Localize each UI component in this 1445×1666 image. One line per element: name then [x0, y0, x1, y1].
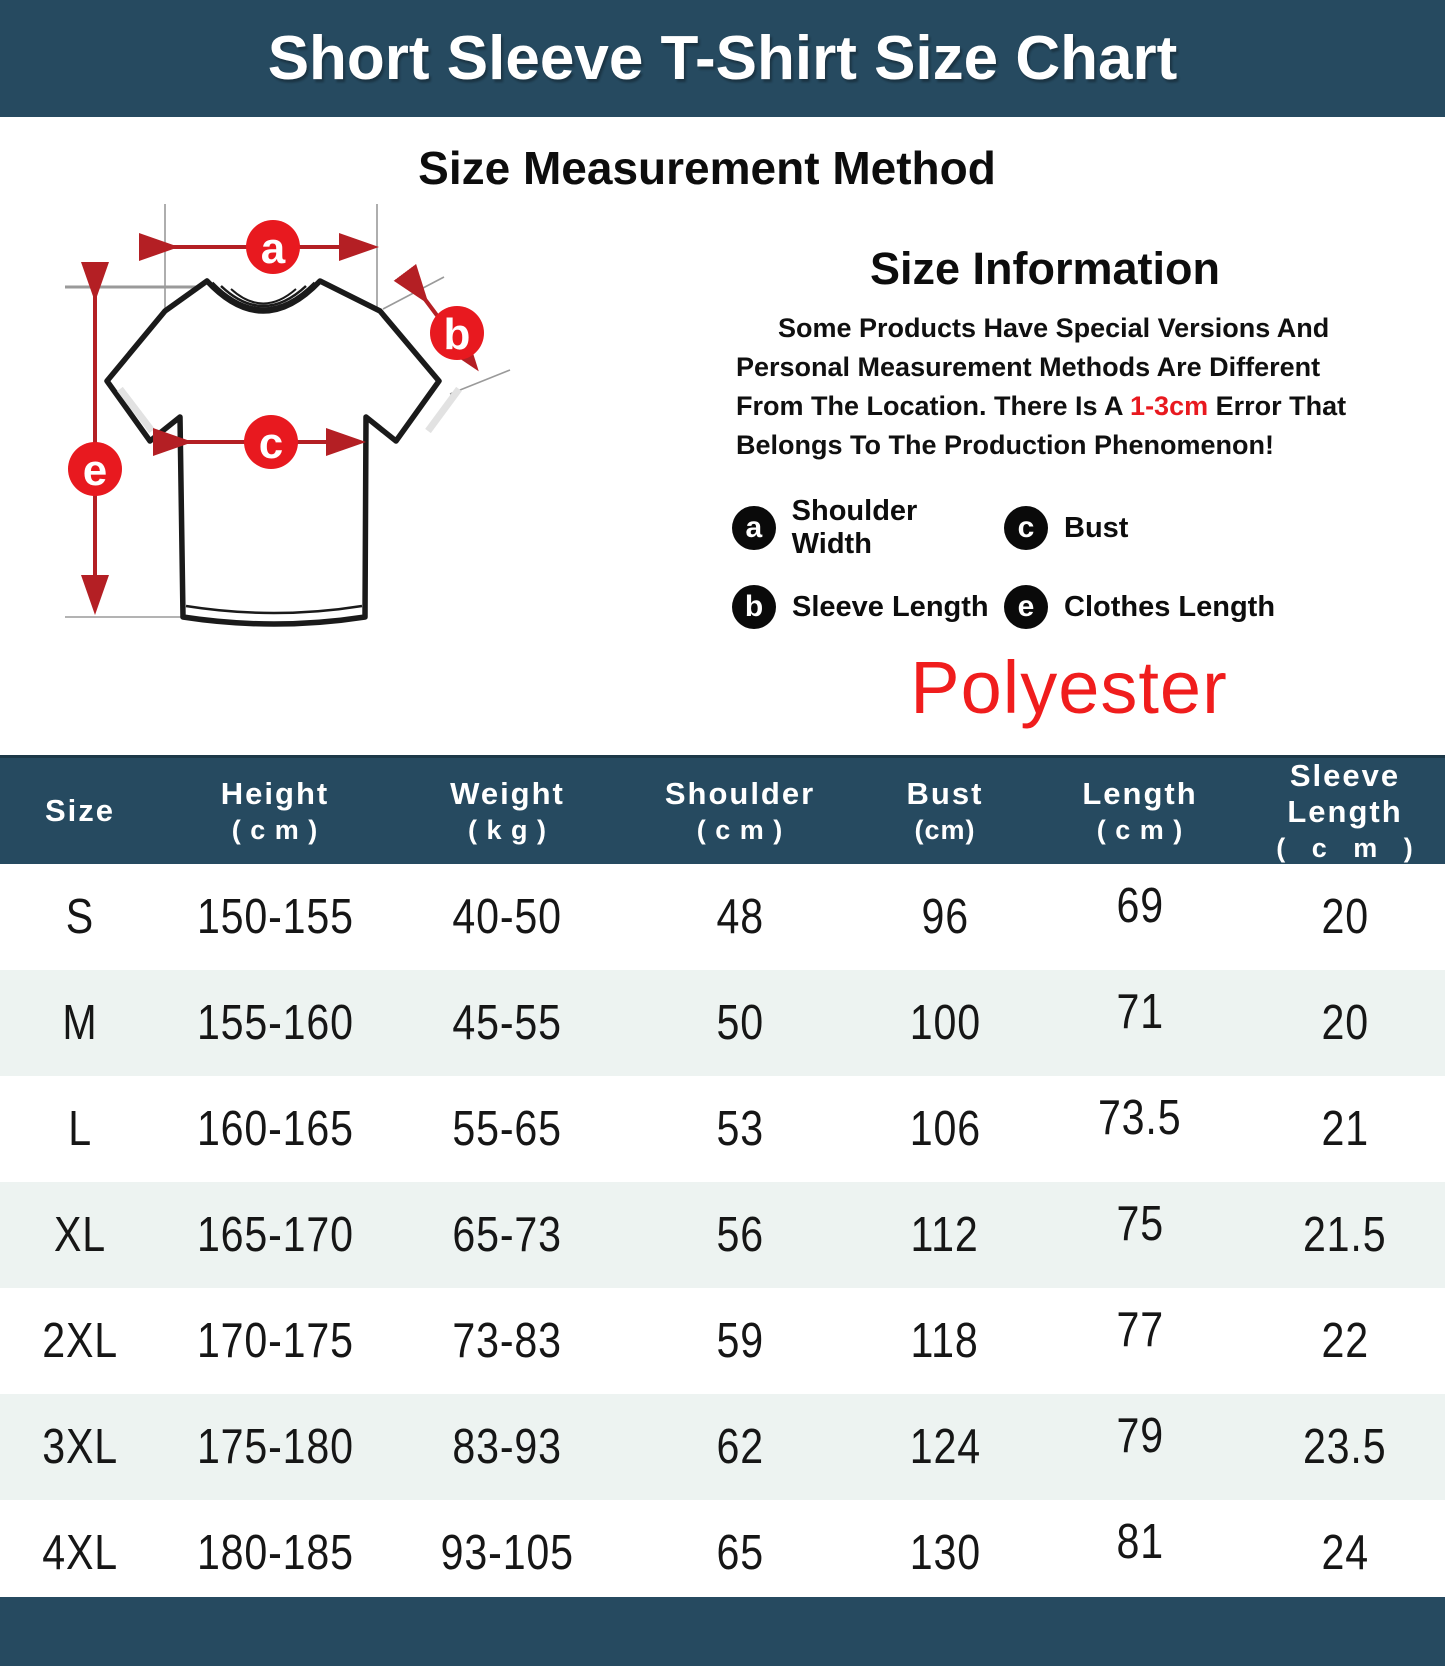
value-cell: 62: [716, 1420, 764, 1474]
table-row: [0, 1500, 1445, 1606]
value-cell: 112: [910, 1208, 980, 1262]
table-row: [0, 1394, 1445, 1500]
value-cell: 55-65: [452, 1102, 563, 1156]
value-cell: 118: [910, 1314, 980, 1368]
size-cell: 3XL: [42, 1420, 118, 1474]
method-heading: Size Measurement Method: [418, 142, 996, 194]
value-cell: 170-175: [196, 1314, 354, 1368]
badge-b-label: b: [443, 310, 471, 359]
value-cell: 93-105: [440, 1526, 575, 1580]
value-cell: 96: [921, 890, 969, 944]
value-cell: 124: [909, 1420, 981, 1474]
value-cell: 75: [1116, 1197, 1164, 1251]
legend-label: Shoulder Width: [791, 495, 918, 560]
value-cell: 21.5: [1303, 1208, 1387, 1262]
legend-item-shoulder-width: [732, 495, 1004, 561]
legend-label: Sleeve Length: [792, 590, 989, 623]
legend-badge-e: e: [1004, 585, 1048, 629]
value-cell: 165-170: [196, 1208, 354, 1262]
legend-badge-a: a: [732, 506, 776, 550]
size-cell: L: [68, 1102, 92, 1156]
value-cell: 56: [716, 1208, 764, 1262]
info-line: From The Location. There Is A 1-3cm Error That: [736, 391, 1347, 421]
column-header-weight: Weight ( k g ): [450, 776, 565, 845]
value-cell: 79: [1116, 1409, 1164, 1463]
column-header-length: Length ( c m ): [1082, 776, 1198, 845]
material-label: Polyester: [910, 646, 1228, 729]
size-table: [0, 755, 1445, 1606]
measurement-legend: [700, 495, 1390, 629]
info-heading: Size Information: [869, 243, 1221, 294]
value-cell: 71: [1116, 985, 1164, 1039]
size-cell: XL: [53, 1208, 107, 1262]
size-cell: S: [65, 890, 95, 944]
table-row: [0, 1076, 1445, 1182]
value-cell: 53: [716, 1102, 764, 1156]
legend-badge-c: c: [1004, 506, 1048, 550]
measurement-section: [0, 117, 1445, 755]
title-bar: [0, 0, 1445, 117]
value-cell: 40-50: [452, 890, 563, 944]
size-information: [700, 243, 1390, 730]
value-cell: 160-165: [196, 1102, 354, 1156]
value-cell: 45-55: [452, 996, 563, 1050]
info-line: Personal Measurement Methods Are Different: [736, 352, 1321, 382]
size-cell: 4XL: [42, 1526, 118, 1580]
info-line: Some Products Have Special Versions And: [778, 313, 1330, 343]
value-cell: 23.5: [1303, 1420, 1387, 1474]
value-cell: 175-180: [196, 1420, 354, 1474]
value-cell: 24: [1321, 1526, 1369, 1580]
size-table-body: [0, 864, 1445, 1606]
value-cell: 48: [716, 890, 764, 944]
value-cell: 180-185: [196, 1526, 354, 1580]
value-cell: 106: [909, 1102, 981, 1156]
value-cell: 20: [1321, 890, 1369, 944]
table-row: [0, 1182, 1445, 1288]
info-line: Belongs To The Production Phenomenon!: [736, 430, 1274, 460]
value-cell: 81: [1116, 1515, 1164, 1569]
value-cell: 73-83: [452, 1314, 563, 1368]
tolerance-value: 1-3cm: [1130, 391, 1209, 421]
value-cell: 50: [716, 996, 764, 1050]
legend-item-sleeve-length: [732, 585, 1004, 629]
badge-e-label: e: [82, 446, 108, 495]
value-cell: 59: [716, 1314, 764, 1368]
value-cell: 77: [1116, 1303, 1164, 1357]
value-cell: 130: [909, 1526, 981, 1580]
legend-item-clothes-length: [1004, 585, 1390, 629]
value-cell: 100: [909, 996, 981, 1050]
table-row: [0, 970, 1445, 1076]
legend-label: Bust: [1064, 511, 1129, 544]
value-cell: 21: [1321, 1102, 1369, 1156]
value-cell: 83-93: [452, 1420, 563, 1474]
sleeve-shade: [428, 389, 459, 431]
info-paragraph: [700, 309, 1390, 465]
value-cell: 65-73: [452, 1208, 563, 1262]
value-cell: 65: [716, 1526, 764, 1580]
value-cell: 150-155: [196, 890, 354, 944]
legend-item-bust: [1004, 495, 1390, 561]
size-cell: 2XL: [42, 1314, 118, 1368]
size-cell: M: [62, 996, 98, 1050]
column-header-size: Size: [44, 793, 116, 828]
column-header-shoulder: Shoulder ( c m ): [664, 776, 816, 845]
value-cell: 73.5: [1098, 1091, 1182, 1145]
legend-label: Clothes Length: [1064, 590, 1276, 623]
value-cell: 69: [1116, 879, 1164, 933]
badge-a-label: a: [260, 224, 286, 273]
page-title: Short Sleeve T-Shirt Size Chart: [267, 24, 1178, 93]
legend-badge-b: b: [732, 585, 776, 629]
table-row: [0, 1288, 1445, 1394]
value-cell: 20: [1321, 996, 1369, 1050]
column-header-sleeve-length: Sleeve Length ( c m ): [1276, 758, 1414, 863]
size-table-header: [0, 757, 1445, 865]
column-header-bust: Bust (cm): [906, 776, 984, 845]
column-header-height: Height ( c m ): [220, 776, 330, 845]
bottom-bar: [0, 1597, 1445, 1666]
tshirt-measurement-diagram: [40, 179, 540, 659]
badge-c-label: c: [258, 419, 284, 468]
table-row: [0, 864, 1445, 970]
value-cell: 155-160: [196, 996, 354, 1050]
value-cell: 22: [1321, 1314, 1369, 1368]
